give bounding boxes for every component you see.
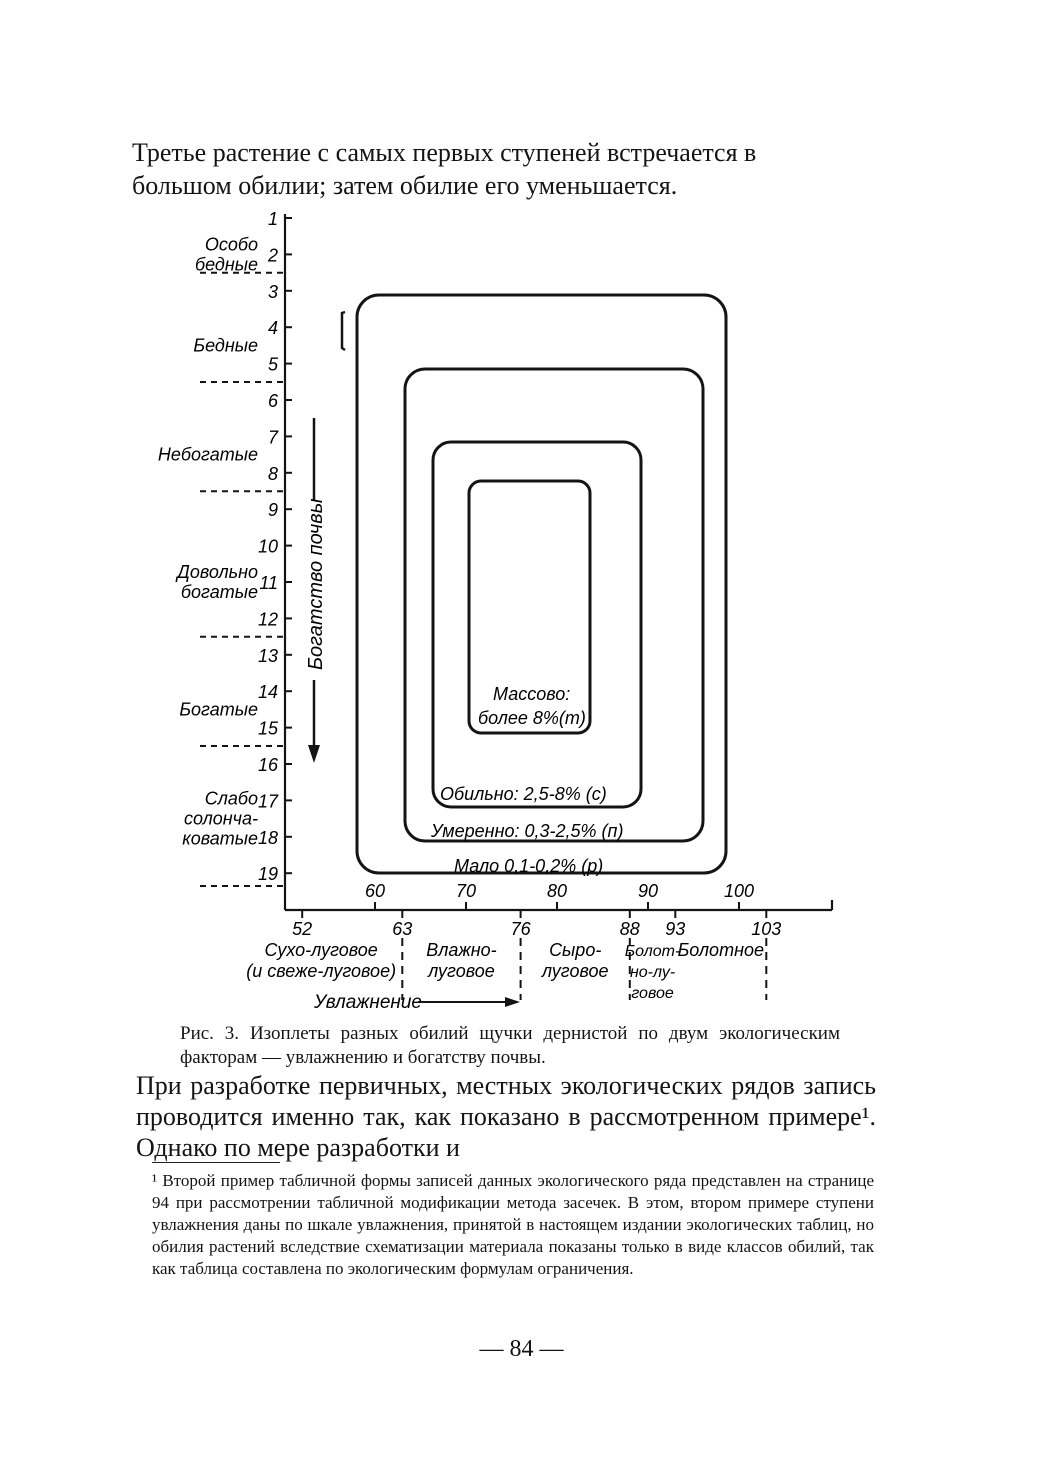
y-class-label: Небогатые (157, 444, 258, 465)
x-class-label: Сыро- (549, 940, 602, 960)
x-class-label: говое (631, 985, 674, 1002)
x-lower-tick-label: 63 (392, 919, 413, 939)
x-upper-tick-label: 60 (364, 881, 386, 901)
y-tick-label: 10 (257, 536, 278, 557)
y-tick-label: 2 (267, 245, 278, 266)
isopleth-moderate (405, 369, 703, 841)
y-tick-label: 12 (257, 609, 278, 630)
y-tick-label: 5 (267, 354, 278, 375)
y-tick-label: 9 (267, 500, 278, 521)
x-class-label: Сухо-луговое (264, 940, 378, 960)
x-upper-tick-label: 90 (637, 881, 659, 901)
y-tick-label: 13 (257, 645, 278, 666)
y-class-label: солонча- (183, 808, 258, 829)
x-class-label: но-лу- (629, 964, 676, 981)
x-lower-tick-label: 103 (751, 919, 782, 939)
x-axis-title: Увлажнение (314, 992, 422, 1013)
y-tick-label: 8 (267, 463, 278, 484)
y-class-label: бедные (194, 254, 258, 275)
y-tick-label: 1 (267, 209, 278, 229)
x-lower-tick-label: 52 (292, 919, 313, 939)
x-lower-tick-label: 88 (619, 919, 640, 939)
y-class-label: Бедные (193, 335, 258, 356)
y-tick-label: 15 (257, 718, 278, 739)
footnote: ¹ Второй пример табличной формы записей данных экологического ряда представлен на странице 94 при рассмотрении табличной модификации метода засечек. В этом, втором примере ступени увлажнения даны по шкале увлажнения, принятой в настоящем издании экологических таблиц, но обилия растений вследствие схематизации материала показаны только в виде классов обилий, так как таблица составлена по экологическим формулам ограничения. (152, 1171, 874, 1278)
y-class-label: богатые (180, 582, 258, 602)
body-paragraph: При разработке первичных, местных экологических рядов запись проводится именно так, как показано в рассмотренном примере¹. Однако по мере разработки и (136, 1071, 876, 1162)
y-tick-label: 4 (267, 318, 278, 339)
x-class-label: Болот- (624, 943, 681, 960)
y-tick-label: 16 (257, 755, 278, 775)
y-tick-label: 17 (257, 791, 278, 812)
y-tick-label: 11 (259, 573, 278, 593)
isopleth-label-massive-2: более 8%(т) (478, 708, 586, 728)
x-upper-tick-label: 80 (546, 881, 568, 901)
x-class-label: луговое (541, 961, 609, 981)
y-class-label: Довольно (177, 562, 258, 582)
isopleth-label-rare: Мало 0,1-0,2% (р) (454, 856, 604, 876)
x-upper-tick-label: 100 (723, 881, 755, 901)
x-class-label: Болотное (677, 940, 765, 960)
y-class-label: Богатые (179, 699, 258, 720)
y-class-label: Особо (204, 234, 258, 255)
intro-paragraph: Третье растение с самых первых ступеней встречается в большом обилии; затем обилие его уменьшается. (132, 138, 757, 200)
x-lower-tick-label: 93 (665, 919, 686, 939)
x-upper-tick-label: 70 (455, 881, 477, 901)
figure-caption: Рис. 3. Изоплеты разных обилий щучки дернистой по двум экологическим факторам — увлажнению и богатству почвы. (180, 1023, 840, 1068)
y-tick-label: 19 (257, 864, 278, 885)
y-tick-label: 7 (267, 427, 278, 448)
y-tick-label: 3 (267, 281, 278, 302)
x-lower-tick-label: 76 (510, 919, 531, 939)
page-number: — 84 — (479, 1336, 564, 1362)
x-class-label: Влажно- (426, 940, 497, 960)
y-axis-title: Богатство почвы (305, 498, 327, 670)
isopleth-label-abundant: Обильно: 2,5-8% (с) (440, 784, 607, 804)
isopleth-label-moderate: Умеренно: 0,3-2,5% (п) (431, 821, 624, 841)
x-class-label: (и свеже-луговое) (246, 961, 397, 981)
isopleth-abundant (433, 442, 641, 807)
footnote-rule (152, 1162, 280, 1163)
y-class-label: Слабо (204, 788, 258, 809)
y-tick-label: 14 (257, 682, 278, 703)
y-tick-label: 18 (257, 827, 278, 848)
y-class-label: коватые (182, 828, 258, 849)
y-tick-label: 6 (267, 391, 278, 411)
isopleth-label-massive: Массово: (493, 684, 571, 704)
x-class-label: луговое (428, 961, 495, 981)
